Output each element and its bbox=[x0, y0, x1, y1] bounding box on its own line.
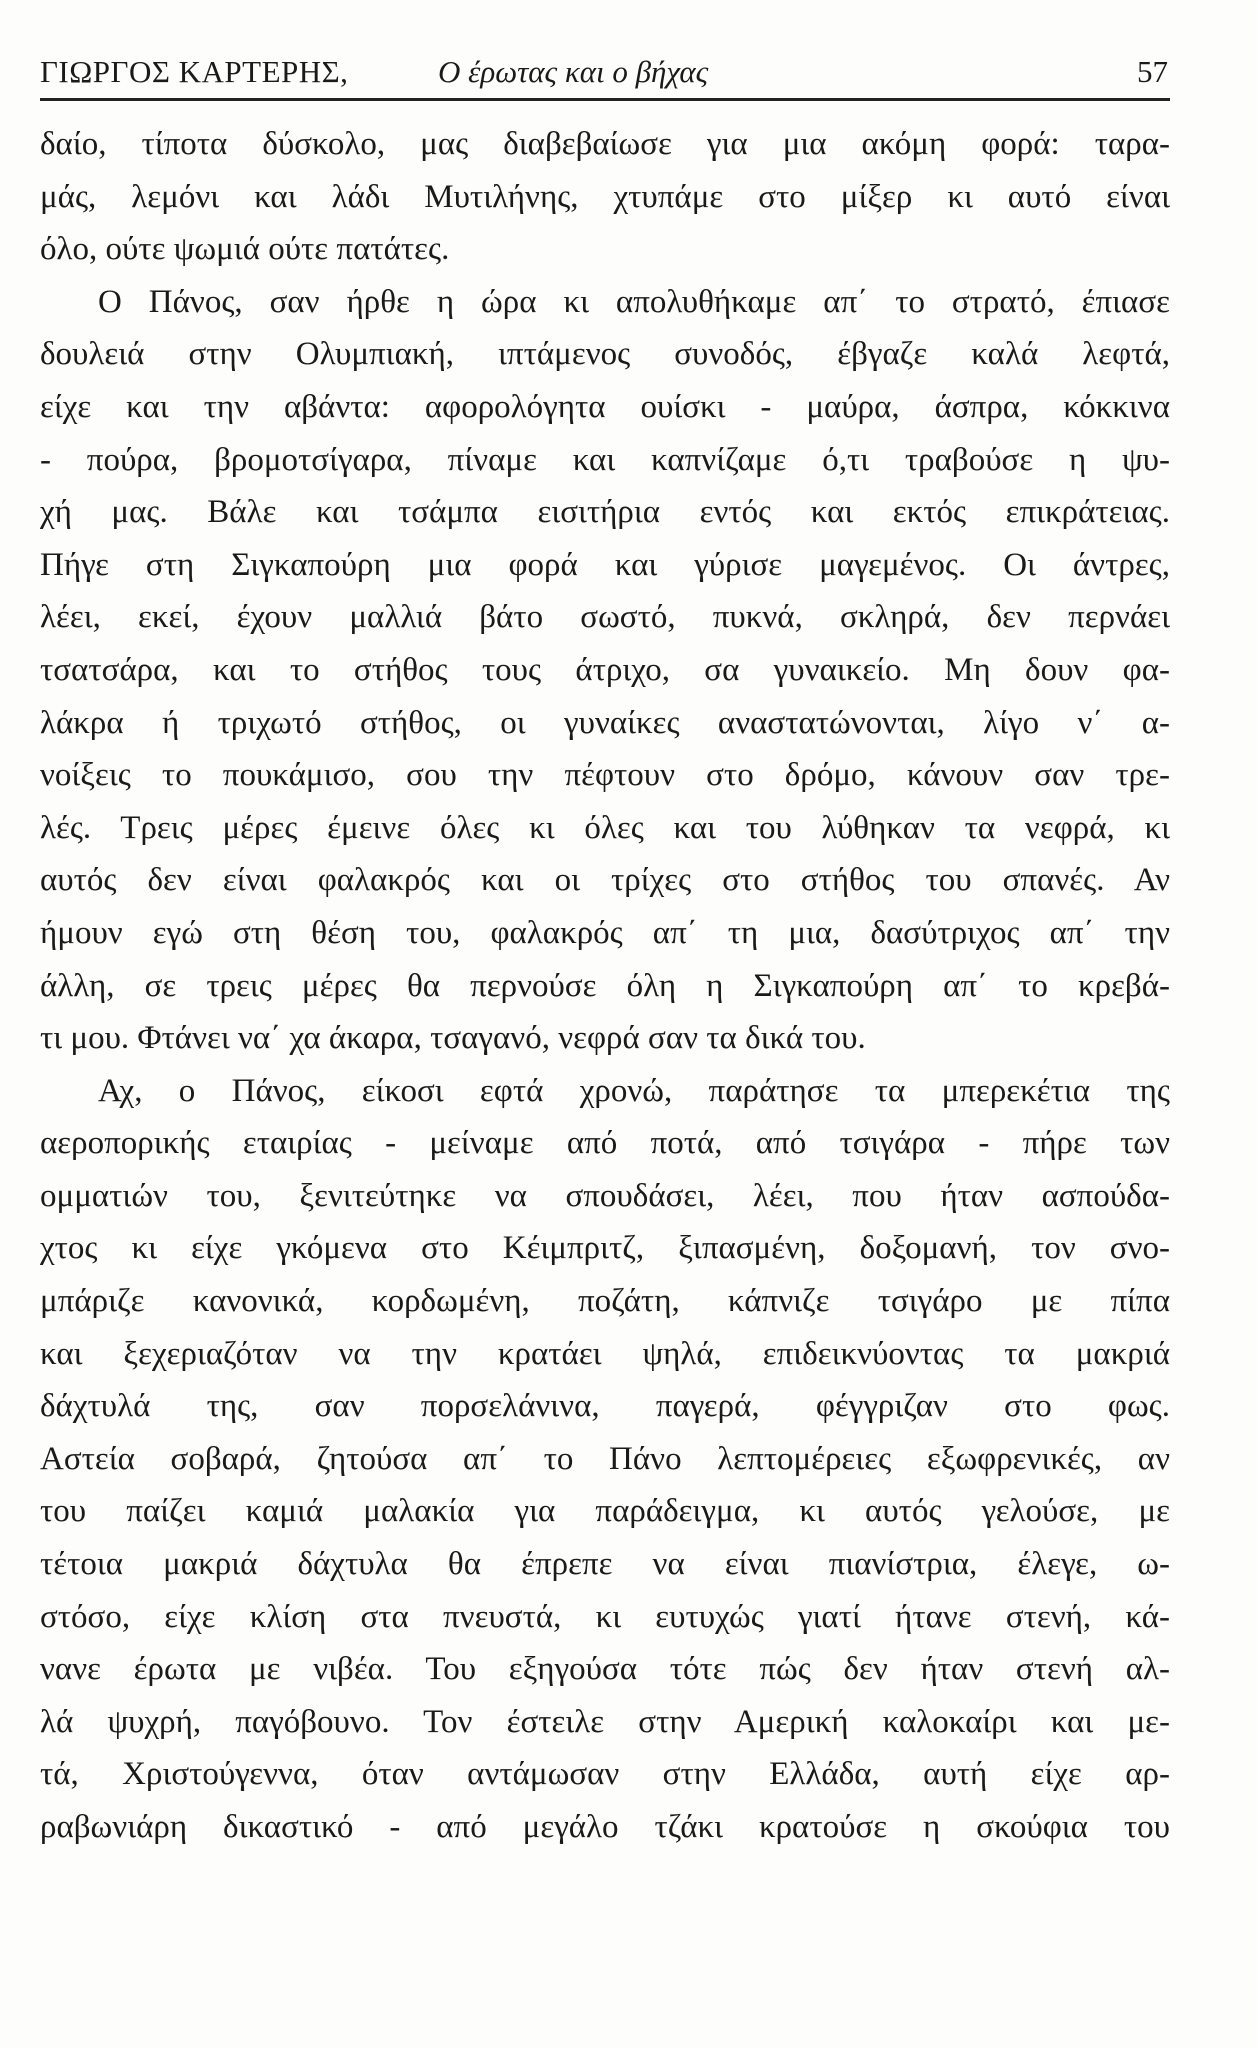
text-line: ήμουν εγώ στη θέση του, φαλακρός απ΄ τη μια, δασύτριχος απ΄ την bbox=[40, 914, 1170, 951]
text-line: ραβωνιάρη δικαστικό - από μεγάλο τζάκι κρατούσε η σκούφια του bbox=[40, 1809, 1170, 1845]
running-head bbox=[40, 52, 1170, 101]
text-line: Αχ, ο Πάνος, είκοσι εφτά χρονώ, παράτησε τα μπερεκέτια της bbox=[98, 1072, 1170, 1109]
text-line: δαίο, τίποτα δύσκολο, μας διαβεβαίωσε για μια ακόμη φορά: ταρα- bbox=[40, 126, 1170, 162]
text-line: δουλειά στην Ολυμπιακή, ιπτάμενος συνοδός, έβγαζε καλά λεφτά, bbox=[40, 336, 1170, 373]
text-line: χτος κι είχε γκόμενα στο Κέιμπριτζ, ξιπασμένη, δοξομανή, τον σνο- bbox=[40, 1230, 1170, 1267]
text-line: μπάριζε κανονικά, κορδωμένη, ποζάτη, κάπνιζε τσιγάρο με πίπα bbox=[40, 1283, 1170, 1320]
text-line: αεροπορικής εταιρίας - μείναμε από ποτά, από τσιγάρα - πήρε των bbox=[40, 1125, 1170, 1162]
text-line: τά, Χριστούγεννα, όταν αντάμωσαν στην Ελλάδα, αυτή είχε αρ- bbox=[40, 1756, 1170, 1793]
text-line: Πήγε στη Σιγκαπούρη μια φορά και γύρισε μαγεμένος. Οι άντρες, bbox=[40, 546, 1170, 583]
text-line: μάς, λεμόνι και λάδι Μυτιλήνης, χτυπάμε στο μίξερ κι αυτό είναι bbox=[40, 178, 1170, 215]
text-line: λές. Τρεις μέρες έμεινε όλες κι όλες και του λύθηκαν τα νεφρά, κι bbox=[40, 809, 1170, 846]
text-line: νανε έρωτα με νιβέα. Του εξηγούσα τότε πώς δεν ήταν στενή αλ- bbox=[40, 1651, 1170, 1688]
text-line: δάχτυλά της, σαν πορσελάνινα, παγερά, φέγγριζαν στο φως. bbox=[40, 1388, 1170, 1425]
text-line: τσατσάρα, και το στήθος τους άτριχο, σα γυναικείο. Μη δουν φα- bbox=[40, 651, 1170, 688]
text-line: - πούρα, βρομοτσίγαρα, πίναμε και καπνίζαμε ό,τι τραβούσε η ψυ- bbox=[40, 441, 1170, 478]
text-line: λάκρα ή τριχωτό στήθος, οι γυναίκες αναστατώνονται, λίγο ν΄ α- bbox=[40, 704, 1170, 741]
body-text bbox=[40, 118, 1170, 1854]
text-line: λέει, εκεί, έχουν μαλλιά βάτο σωστό, πυκνά, σκληρά, δεν περνάει bbox=[40, 599, 1170, 636]
text-line: Ο Πάνος, σαν ήρθε η ώρα κι απολυθήκαμε απ΄ το στρατό, έπιασε bbox=[98, 283, 1170, 320]
text-line: χή μας. Βάλε και τσάμπα εισιτήρια εντός και εκτός επικράτειας. bbox=[40, 494, 1170, 531]
text-line: τέτοια μακριά δάχτυλα θα έπρεπε να είναι πιανίστρια, έλεγε, ω- bbox=[40, 1546, 1170, 1583]
text-line: του παίζει καμιά μαλακία για παράδειγμα, κι αυτός γελούσε, με bbox=[40, 1493, 1170, 1530]
text-line: όλο, ούτε ψωμιά ούτε πατάτες. bbox=[40, 231, 450, 268]
text-line: στόσο, είχε κλίση στα πνευστά, κι ευτυχώς γιατί ήτανε στενή, κά- bbox=[40, 1598, 1170, 1635]
text-line: Αστεία σοβαρά, ζητούσα απ΄ το Πάνο λεπτομέρειες εξωφρενικές, αν bbox=[40, 1440, 1170, 1477]
text-line: ομματιών του, ξενιτεύτηκε να σπουδάσει, λέει, που ήταν ασπούδα- bbox=[40, 1177, 1170, 1214]
text-line: και ξεχεριαζόταν να την κρατάει ψηλά, επιδεικνύοντας τα μακριά bbox=[40, 1335, 1170, 1372]
text-line: αυτός δεν είναι φαλακρός και οι τρίχες στο στήθος του σπανές. Αν bbox=[40, 862, 1170, 899]
text-line: νοίξεις το πουκάμισο, σου την πέφτουν στο δρόμο, κάνουν σαν τρε- bbox=[40, 757, 1170, 794]
book-title: Ο έρωτας και ο βήχας bbox=[438, 54, 709, 89]
page-number: 57 bbox=[1137, 54, 1168, 89]
text-line: τι μου. Φτάνει να΄ χα άκαρα, τσαγανό, νεφρά σαν τα δικά του. bbox=[40, 1020, 866, 1057]
text-line: άλλη, σε τρεις μέρες θα περνούσε όλη η Σιγκαπούρη απ΄ το κρεβά- bbox=[40, 967, 1170, 1004]
text-line: είχε και την αβάντα: αφορολόγητα ουίσκι - μαύρα, άσπρα, κόκκινα bbox=[40, 388, 1170, 425]
text-line: λά ψυχρή, παγόβουνο. Τον έστειλε στην Αμερική καλοκαίρι και με- bbox=[40, 1703, 1170, 1740]
author-name: ΓΙΩΡΓΟΣ ΚΑΡΤΕΡΗΣ, bbox=[40, 54, 349, 89]
